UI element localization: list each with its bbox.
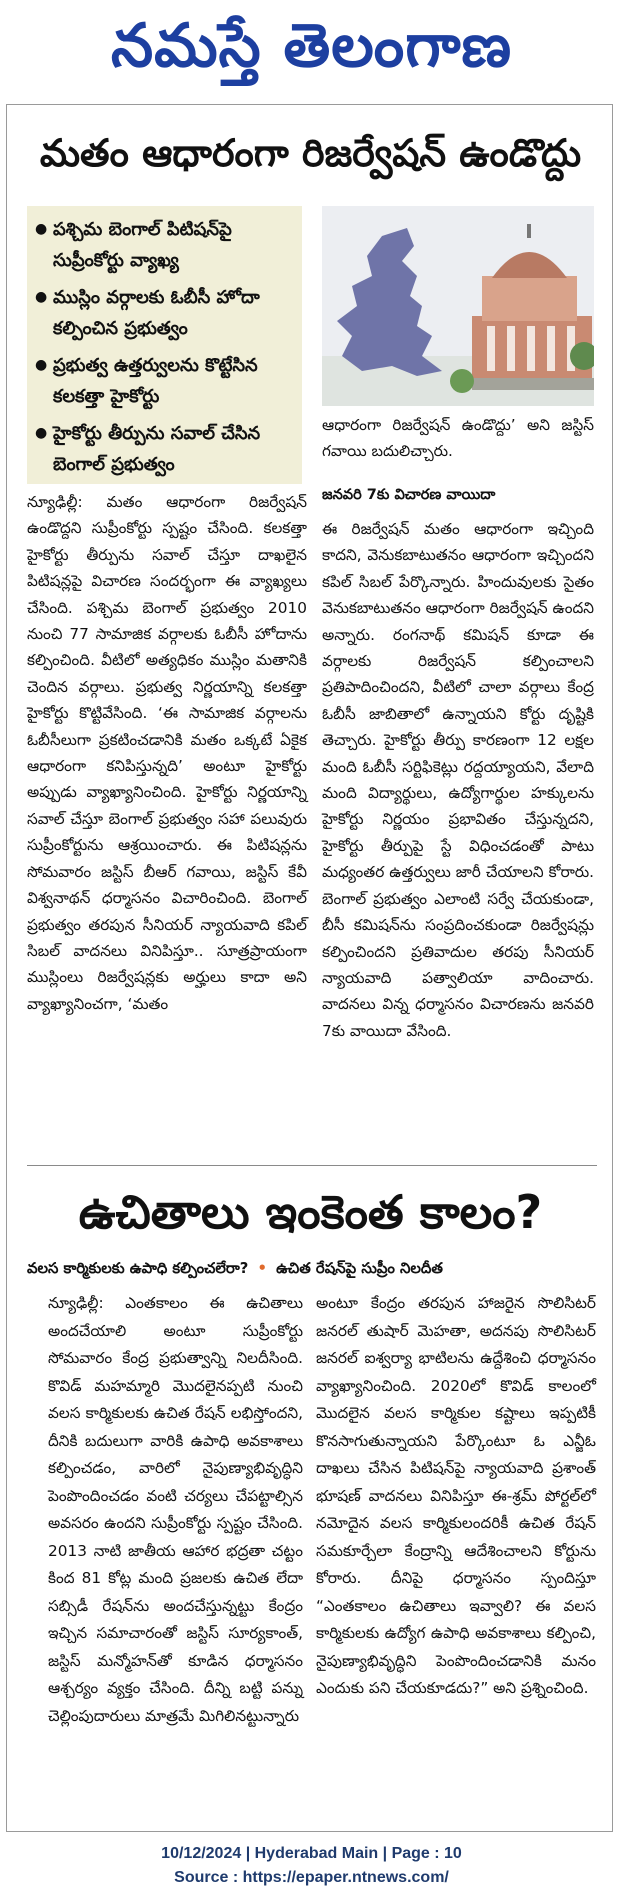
article2-col2-text: అంటూ కేంద్రం తరపున హాజరైన సొలిసిటర్ జనరల్ తుషార్ మెహతా, అదనపు సొలిసిటర్ జనరల్ ఐశ్వర్యా భాటిలను ఉద్దేశించి ధర్మాసనం వ్యాఖ్యానించింది. 2020లో కొవిడ్ కాలంలో మొదలైన వలస కార్మికుల కష్టాలు ఇప్పటికీ కొనసాగుతున్నాయని పేర్కొంటూ ఓ ఎన్జీఓ దాఖలు చేసిన పిటిషన్‌పై న్యాయవాది ప్రశాంత్ భూషణ్ వాదనలు వినిపిస్తూ ఈ-శ్రమ్ పోర్టల్‌లో నమోదైన వలస కార్మికులందరికీ ఉచిత రేషన్ సమకూర్చేలా కేంద్రాన్ని ఆదేశించాలని కోర్టును కోరారు. దీనిపై ధర్మాసనం స్పందిస్తూ “ఎంతకాలం ఉచితాలు ఇవ్వాలి? ఈ వలస కార్మికులకు ఉద్యోగ ఉపాధి అవకాశాలు కల్పించి, నైపుణ్యాభివృద్ధిని పెంపొందించడానికి మనం ఎందుకు పని చేయకూడదు?” అని ప్రశ్నించింది. [316,1294,596,1697]
article2-decks [27,1256,597,1282]
article1-col2-top-text: ఆధారంగా రిజర్వేషన్ ఉండొద్దు’ అని జస్టిస్ గవాయి బదులిచ్చారు. [322,416,594,461]
article1-headline: మతం ఆధారంగా రిజర్వేషన్ ఉండొద్దు [39,131,582,175]
highlight-text: ప్రభుత్వ ఉత్తర్వులను కొట్టేసిన కలకత్తా హైకోర్టు [53,355,258,407]
article1-body-column-2-top [322,412,594,465]
highlight-item [35,282,294,344]
article1-col1-text: న్యూఢిల్లీ: మతం ఆధారంగా రిజర్వేషన్ ఉండొద్దని సుప్రీంకోర్టు స్పష్టం చేసింది. కలకత్తా హైకోర్టు తీర్పును సవాల్ చేస్తూ దాఖలైన పిటిషన్లపై విచారణ సందర్భంగా ఈ వ్యాఖ్యలు చేసింది. పశ్చిమ బెంగాల్ ప్రభుత్వం 2010 నుంచి 77 సామాజిక వర్గాలకు ఓబీసీ హోదాను కల్పించింది. వీటిలో అత్యధికం ముస్లిం మతానికి చెందిన వర్గాలు. ప్రభుత్వ నిర్ణయాన్ని కలకత్తా హైకోర్టు కొట్టివేసింది. ‘ఈ సామాజిక వర్గాలను ఓబీసీలుగా ప్రకటించడానికి మతం ఒక్కటే ఏకైక ఆధారంగా కనిపిస్తున్నది’ అంటూ హైకోర్టు అప్పుడు వ్యాఖ్యానించింది. హైకోర్టు నిర్ణయాన్ని సవాల్ చేస్తూ బెంగాల్ ప్రభుత్వం సహా పలువురు సుప్రీంకోర్టును ఆశ్రయించారు. ఈ పిటిషన్లను సోమవారం జస్టిస్ బీఆర్ గవాయి, జస్టిస్ కేవీ విశ్వనాథన్ ధర్మాసనం విచారించింది. బెంగాల్ ప్రభుత్వం తరపున సీనియర్ న్యాయవాది కపిల్ సిబల్ వాదనలు వినిపిస్తూ.. సూత్రప్రాయంగా ముస్లింలు రిజర్వేషన్లకు అర్హులు కాదా అని వ్యాఖ్యానించగా, ‘మతం [27,493,307,1013]
article1-subhead: జనవరి 7కు విచారణ వాయిదా [322,487,496,503]
deck-separator-icon: • [257,1260,267,1277]
article1-body-column-1 [27,489,307,1017]
highlight-item [35,350,294,412]
article-divider [27,1165,597,1166]
highlight-text: పశ్చిమ బెంగాల్ పిటిషన్‌పై సుప్రీంకోర్టు వ్యాఖ్య [53,219,232,271]
highlight-text: హైకోర్టు తీర్పును సవాల్ చేసిన బెంగాల్ ప్రభుత్వం [53,423,261,475]
west-bengal-map-and-supreme-court-photo [322,206,594,406]
highlight-item [35,418,294,480]
highlight-item [35,214,294,276]
article2-body-column-1 [48,1290,303,1730]
article2-deck-right: ఉచిత రేషన్‌పై సుప్రీం నిలదీత [276,1260,443,1277]
article2-deck-left: వలస కార్మికులకు ఉపాధి కల్పించలేరా? [27,1260,249,1277]
article2-headline: ఉచితాలు ఇంకెంత కాలం? [78,1185,543,1239]
article2-body-column-2 [316,1290,596,1703]
page-footer [0,1842,623,1890]
article1-body-column-2 [322,516,594,1044]
bullet-icon: ● [35,425,48,441]
map-court-illustration [322,206,594,406]
footer-date-edition: 10/12/2024 | Hyderabad Main | Page : 10 [161,1845,462,1862]
article1-col2-text: ఈ రిజర్వేషన్ మతం ఆధారంగా ఇచ్చింది కాదని, వెనుకబాటుతనం ఆధారంగా ఇచ్చిందని కపిల్ సిబల్ పేర్కొన్నారు. హిందువులకు సైతం వెనుకబాటుతనం ఆధారంగా రిజర్వేషన్ ఉందని అన్నారు. రంగనాథ్ కమిషన్ కూడా ఈ వర్గాలకు రిజర్వేషన్ కల్పించాలని ప్రతిపాదించిందని, వీటిలో చాలా వర్గాలు కేంద్ర ఓబీసీ జాబితాలో ఉన్నాయని కోర్టు దృష్టికి తెచ్చారు. హైకోర్టు తీర్పు కారణంగా 12 లక్షల మంది ఓబీసీ సర్టిఫికెట్లు రద్దయ్యాయని, వేలాది మంది విద్యార్థులు, ఉద్యోగార్థుల హక్కులను హైకోర్టు నిర్ణయం ప్రభావితం చేస్తున్నదని, హైకోర్టు తీర్పుపై స్టే విధించడంతో పాటు మధ్యంతర ఉత్తర్వులు జారీ చేయాలని కోరారు. బెంగాల్ ప్రభుత్వం ఎలాంటి సర్వే చేయకుండా, బీసీ కమిషన్‌ను సంప్రదించకుండా రిజర్వేషన్లు కల్పించిందని ప్రతివాదుల తరపు సీనియర్ న్యాయవాది పత్వాలియా వాదించారు. వాదనలు విన్న ధర్మాసనం విచారణను జనవరి 7కు వాయిదా వేసింది. [322,520,594,1040]
highlight-text: ముస్లిం వర్గాలకు ఓబీసీ హోదా కల్పించిన ప్రభుత్వం [53,287,260,339]
bullet-icon: ● [35,289,48,305]
article2-col1-text: న్యూఢిల్లీ: ఎంతకాలం ఈ ఉచితాలు అందచేయాలి అంటూ సుప్రీంకోర్టు సోమవారం కేంద్ర ప్రభుత్వాన్ని నిలదీసింది. కొవిడ్ మహమ్మారి మొదలైనప్పటి నుంచి వలస కార్మికులకు ఉచిత రేషన్ లభిస్తోందని, దీనికి బదులుగా వారికి ఉపాధి అవకాశాలు కల్పించడం, వారిలో నైపుణ్యాభివృద్ధిని పెంపొందించడం వంటి చర్యలు చేపట్టాల్సిన అవసరం ఉందని సుప్రీంకోర్టు స్పష్టం చేసింది. 2013 నాటి జాతీయ ఆహార భద్రతా చట్టం కింద 81 కోట్ల మంది ప్రజలకు ఉచిత లేదా సబ్సిడీ రేషన్‌ను అందచేస్తున్నట్టు కేంద్రం ఇచ్చిన సమాచారంతో జస్టిస్ సూర్యకాంత్, జస్టిస్ మన్మోహన్‌తో కూడిన ధర్మాసనం ఆశ్చర్యం వ్యక్తం చేసింది. దీన్ని బట్టి పన్ను చెల్లింపుదారులు మాత్రమే మిగిలినట్టున్నారు [48,1294,303,1725]
article1-highlights-box [27,206,302,484]
footer-source-link[interactable]: Source : https://epaper.ntnews.com/ [174,1869,449,1886]
bullet-icon: ● [35,357,48,373]
newspaper-masthead: నమస్తే తెలంగాణ [110,11,513,81]
bullet-icon: ● [35,221,48,237]
